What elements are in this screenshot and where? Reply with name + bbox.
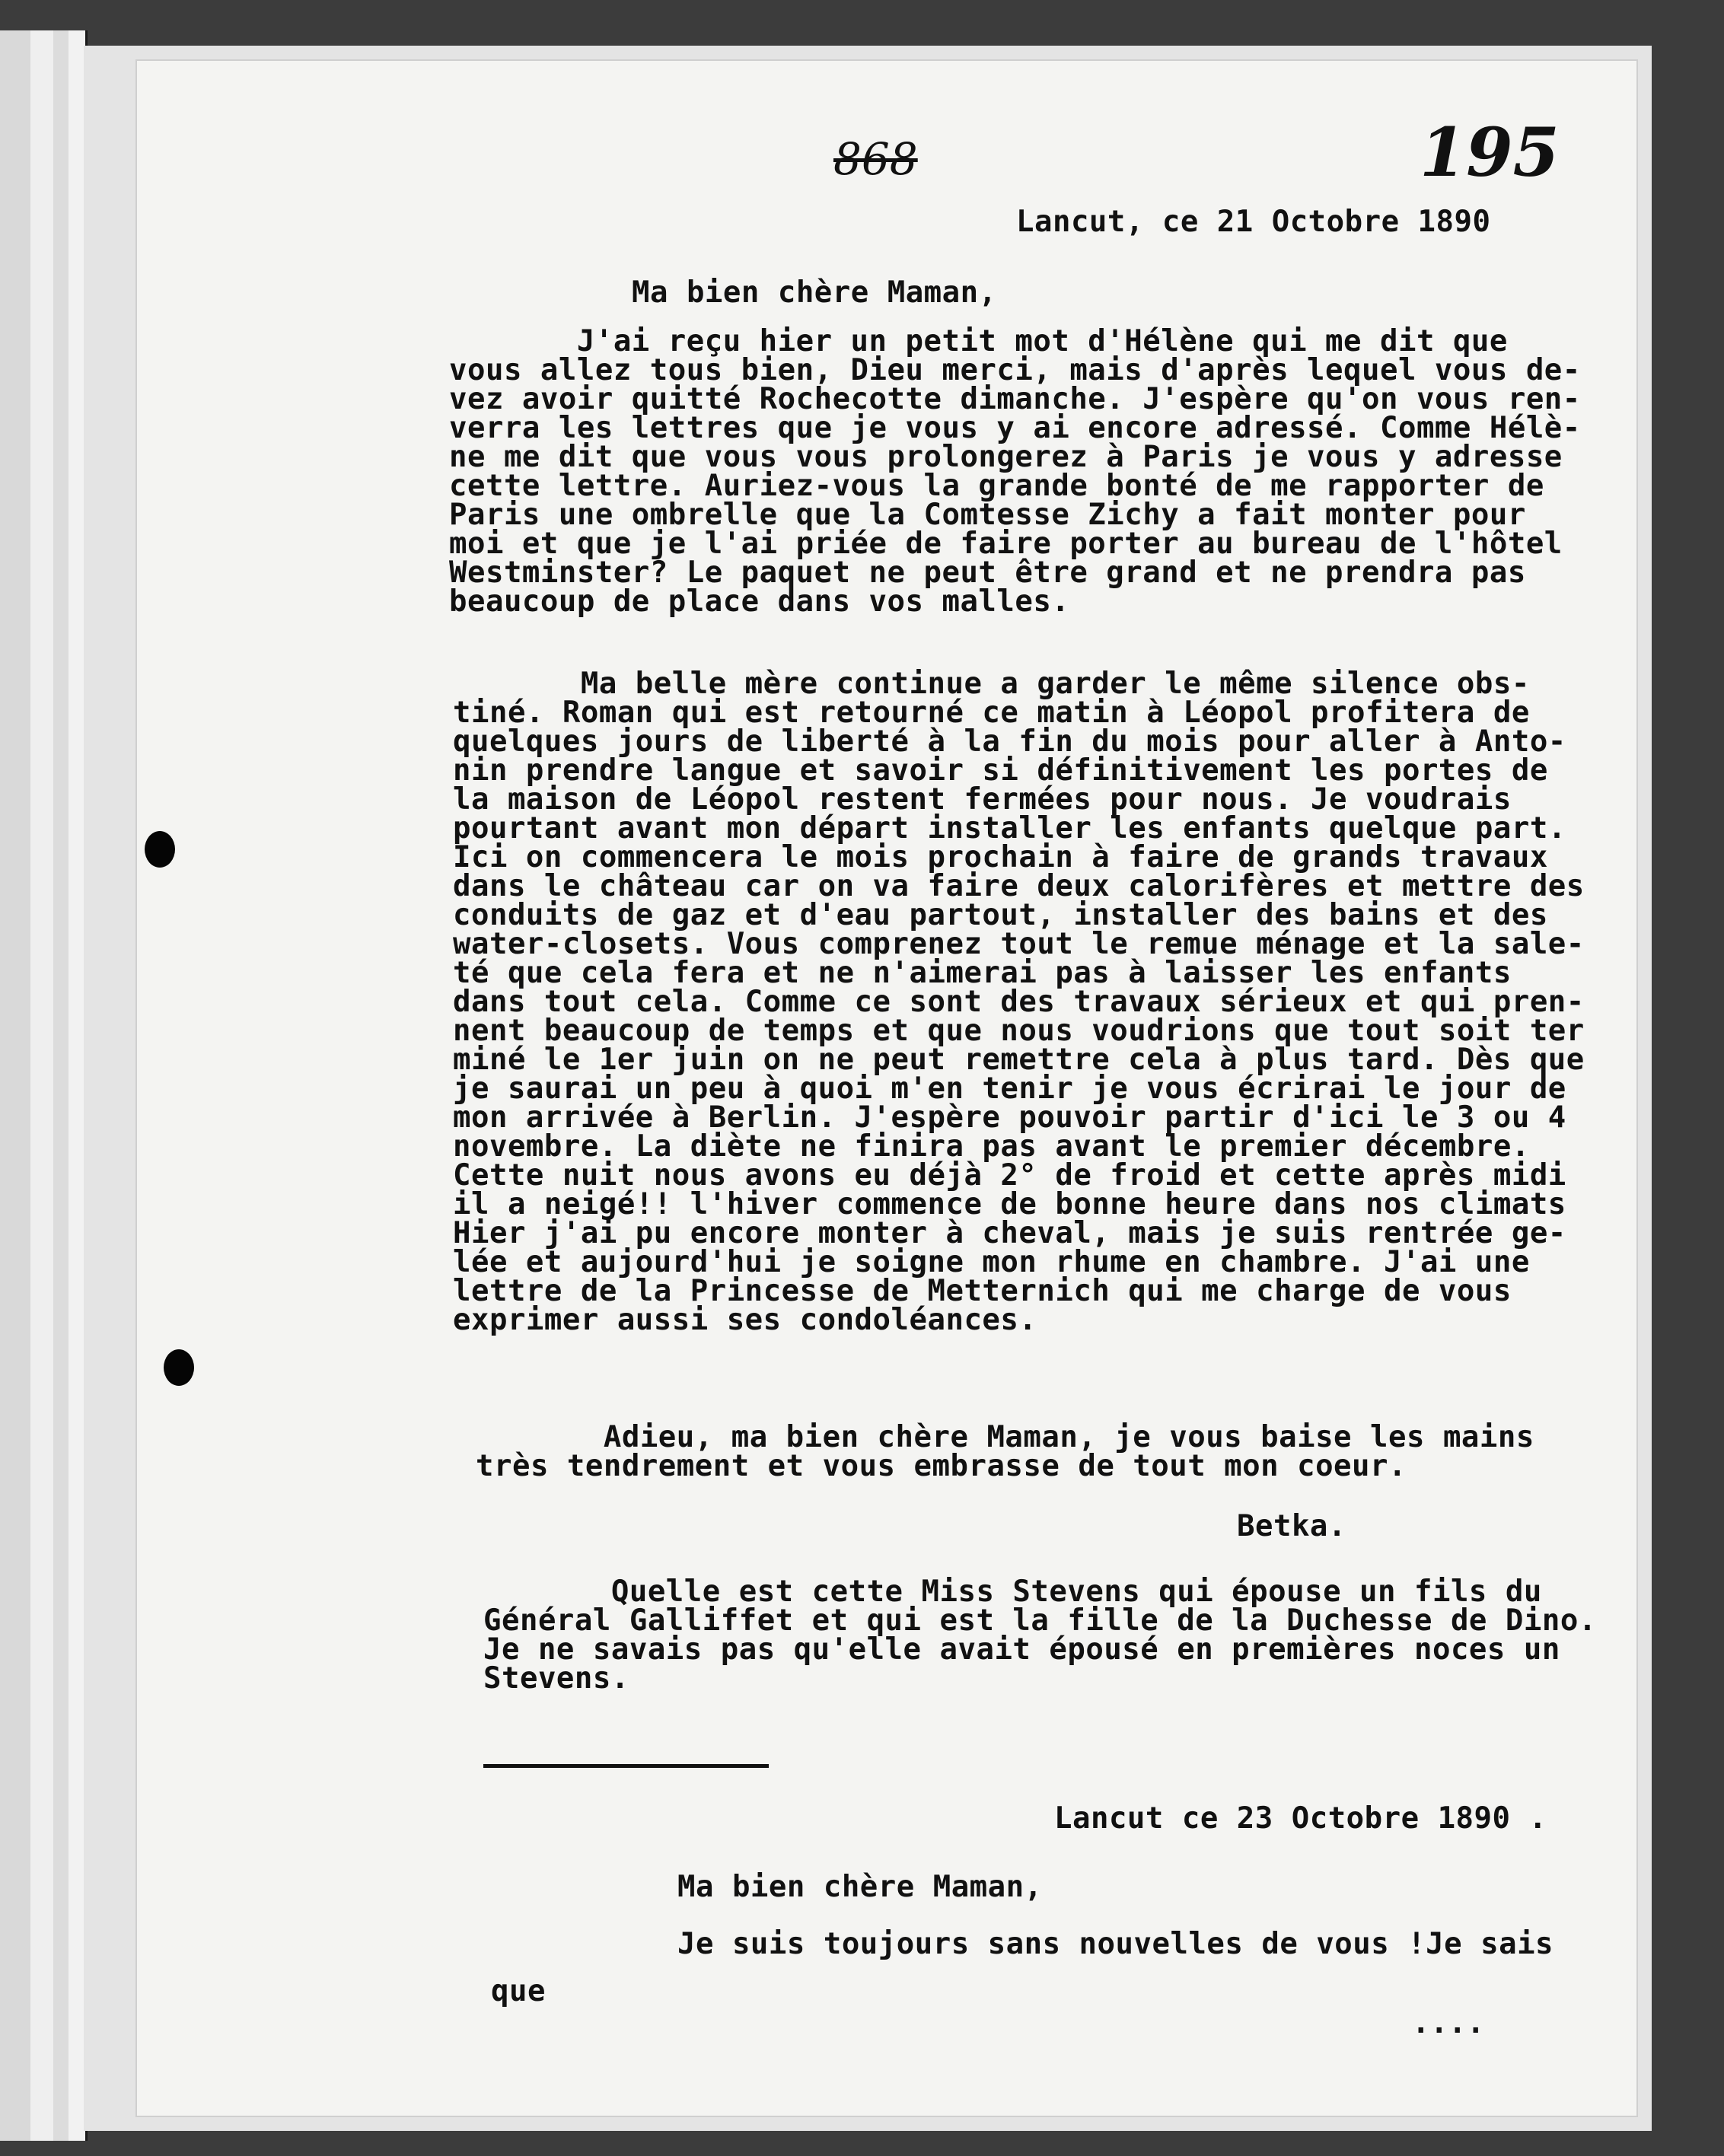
letter2-continuation: que xyxy=(491,1974,546,2008)
text-line: miné le 1er juin on ne peut remettre cela à plus tard. Dès que xyxy=(453,1043,1585,1077)
text-line: très tendrement et vous embrasse de tout mon coeur. xyxy=(476,1449,1407,1483)
text-line: je saurai un peu à quoi m'en tenir je vous écrirai le jour de xyxy=(453,1072,1566,1106)
text-line: moi et que je l'ai priée de faire porter au bureau de l'hôtel xyxy=(449,527,1563,561)
text-line: quelques jours de liberté à la fin du mois pour aller à Anto- xyxy=(453,725,1566,759)
text-line: ne me dit que vous vous prolongerez à Paris je vous y adresse xyxy=(449,440,1563,474)
text-line: vous allez tous bien, Dieu merci, mais d'après lequel vous de- xyxy=(449,353,1581,387)
text-line: Cette nuit nous avons eu déjà 2° de froid et cette après midi xyxy=(453,1158,1566,1193)
text-line: Général Galliffet et qui est la fille de la Duchesse de Dino. xyxy=(483,1603,1597,1638)
text-line: vez avoir quitté Rochecotte dimanche. J'espère qu'on vous ren- xyxy=(449,382,1581,416)
text-line: verra les lettres que je vous y ai encore adressé. Comme Hélè- xyxy=(449,411,1581,445)
crossed-out-page-number: 868 xyxy=(833,133,918,185)
text-line: Quelle est cette Miss Stevens qui épouse un fils du xyxy=(483,1575,1542,1609)
text-line: conduits de gaz et d'eau partout, installer des bains et des xyxy=(453,898,1548,932)
text-line: nent beaucoup de temps et que nous voudrions que tout soit ter xyxy=(453,1014,1585,1048)
text-line: novembre. La diète ne finira pas avant le premier décembre. xyxy=(453,1129,1530,1164)
text-line: dans le château car on va faire deux calorifères et mettre des xyxy=(453,869,1585,903)
text-line: il a neigé!! l'hiver commence de bonne heure dans nos climats xyxy=(453,1187,1566,1221)
text-line: Westminster? Le paquet ne peut être grand et ne prendra pas xyxy=(449,556,1526,590)
text-line: water-closets. Vous comprenez tout le remue ménage et la sale- xyxy=(453,927,1585,961)
text-line: Ici on commencera le mois prochain à faire de grands travaux xyxy=(453,840,1548,874)
letter-separator-rule xyxy=(483,1764,769,1768)
punch-hole xyxy=(164,1349,194,1386)
text-line: Paris une ombrelle que la Comtesse Zichy a fait monter pour xyxy=(449,498,1526,532)
text-line: dans tout cela. Comme ce sont des travaux sérieux et qui pren- xyxy=(453,985,1585,1019)
text-line: té que cela fera et ne n'aimerai pas à laisser les enfants xyxy=(453,956,1512,990)
text-line: la maison de Léopol restent fermées pour nous. Je voudrais xyxy=(453,782,1512,817)
text-line: tiné. Roman qui est retourné ce matin à Léopol profitera de xyxy=(453,696,1530,730)
stacked-page-edge xyxy=(30,30,56,2141)
text-line: pourtant avant mon départ installer les enfants quelque part. xyxy=(453,811,1566,846)
folio-number: 195 xyxy=(1420,113,1560,192)
text-line: exprimer aussi ses condoléances. xyxy=(453,1303,1037,1337)
text-line: J'ai reçu hier un petit mot d'Hélène qui me dit que xyxy=(449,324,1508,358)
letter2-opening-line: Je suis toujours sans nouvelles de vous !Je sais xyxy=(677,1927,1554,1961)
text-line: nin prendre langue et savoir si définitivement les portes de xyxy=(453,753,1548,788)
text-line: Ma belle mère continue a garder le même silence obs- xyxy=(453,667,1530,701)
text-line: lettre de la Princesse de Metternich qui me charge de vous xyxy=(453,1274,1512,1308)
punch-hole xyxy=(145,831,175,868)
text-line: Adieu, ma bien chère Maman, je vous baise les mains xyxy=(476,1420,1534,1454)
text-line: lée et aujourd'hui je soigne mon rhume en chambre. J'ai une xyxy=(453,1245,1530,1279)
text-line: cette lettre. Auriez-vous la grande bonté de me rapporter de xyxy=(449,469,1544,503)
stacked-page-edge xyxy=(0,30,33,2141)
text-line: mon arrivée à Berlin. J'espère pouvoir partir d'ici le 3 ou 4 xyxy=(453,1100,1566,1135)
text-line: Hier j'ai pu encore monter à cheval, mais je suis rentrée ge- xyxy=(453,1216,1566,1250)
text-line: Je ne savais pas qu'elle avait épousé en premières noces un xyxy=(483,1632,1560,1667)
letter1-signature: Betka. xyxy=(1237,1509,1346,1543)
letter2-dateline: Lancut ce 23 Octobre 1890 . xyxy=(1054,1801,1547,1836)
continuation-marker: .... xyxy=(1412,2006,1485,2040)
text-line: Stevens. xyxy=(483,1661,629,1696)
letter1-salutation: Ma bien chère Maman, xyxy=(632,275,997,310)
letter1-dateline: Lancut, ce 21 Octobre 1890 xyxy=(1016,205,1491,239)
letter2-salutation: Ma bien chère Maman, xyxy=(677,1870,1043,1904)
text-line: beaucoup de place dans vos malles. xyxy=(449,584,1070,619)
